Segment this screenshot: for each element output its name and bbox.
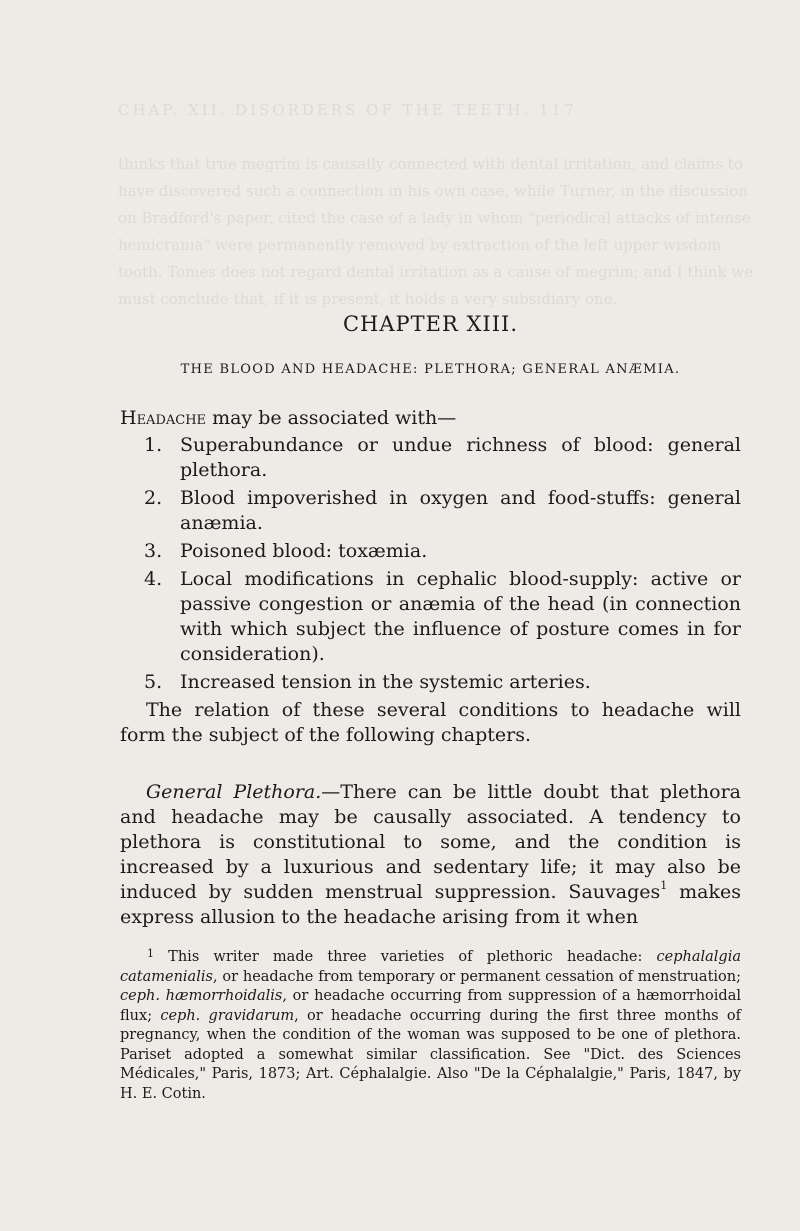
footnote-text: , or headache occurring from suppression of a hæmorrhoidal flux;	[120, 988, 741, 1024]
list-item-number: 2.	[144, 487, 163, 509]
list-item	[120, 486, 741, 536]
plethora-paragraph	[120, 780, 741, 930]
footnote-marker: 1	[147, 947, 154, 960]
chapter-subtitle: THE BLOOD AND HEADACHE: PLETHORA; GENERAL ANÆMIA.	[180, 362, 681, 377]
list-item-number: 3.	[144, 540, 163, 562]
bleed-through-text	[118, 70, 758, 340]
list-item	[120, 539, 741, 564]
footnote-text: , or headache occurring during the first three months of pregnancy, when the condition of the woman was supposed to be one of plethora. Pariset adopted a somewhat similar classification. See "Dict. des Sciences Médicales," Paris, 1873; Art. Céphalalgie. Also "De la Céphalalgie," Paris, 1847, by H. E. Cotin.	[120, 1007, 741, 1102]
footnote-reference: 1	[660, 879, 668, 892]
list-item-number: 4.	[144, 568, 163, 590]
plethora-body-before: —There can be little doubt that plethora and headache may be causally associated. A tendency to plethora is constitutional to some, and the condition is increased by a luxurious and sedentary life; it may also be induced by sudden menstrual suppression. Sauvages	[120, 781, 741, 903]
list-item	[120, 567, 741, 667]
intro-rest: may be associated with—	[206, 407, 457, 429]
list-item-text: Superabundance or undue richness of blood: general plethora.	[180, 434, 741, 481]
list-item	[120, 433, 741, 483]
plethora-heading: General Plethora.	[146, 781, 322, 803]
list-item-number: 1.	[144, 434, 163, 456]
list-item-text: Increased tension in the systemic arteries.	[180, 671, 591, 693]
footnote	[120, 948, 741, 1104]
list-item-text: Blood impoverished in oxygen and food-stuffs: general anæmia.	[180, 487, 741, 534]
list-item-text: Poisoned blood: toxæmia.	[180, 540, 428, 562]
page-content	[120, 312, 741, 1119]
list-item-text: Local modifications in cephalic blood-supply: active or passive congestion or anæmia of the head (in connection with which subject the influence of posture comes in for consideration).	[180, 568, 741, 665]
list-item-number: 5.	[144, 671, 163, 693]
list-item	[120, 670, 741, 695]
chapter-title: CHAPTER XIII.	[342, 312, 518, 336]
intro-lead: Headache	[120, 407, 207, 429]
footnote-term: cephalalgia catamenialis	[120, 949, 741, 985]
footnote-term: ceph. gravidarum	[160, 1007, 295, 1024]
footnote-text: This writer made three varieties of plethoric headache:	[154, 949, 657, 965]
bleed-through-header: CHAP. XII. DISORDERS OF THE TEETH. 117	[118, 101, 577, 119]
intro-sentence	[120, 406, 741, 431]
footnote-text: , or headache from temporary or permanent cessation of menstruation;	[212, 968, 741, 985]
plethora-body-after: makes express allusion to the headache arising from it when	[120, 881, 741, 928]
relation-paragraph: The relation of these several conditions to headache will form the subject of the following chapters.	[120, 699, 741, 746]
footnote-term: ceph. hæmorrhoidalis	[120, 988, 283, 1004]
bleed-through-lines: thinks that true megrim is causally connected with dental irritation, and claims to have discovered such a connection in his own case, while Turner, in the discussion on Bradford's paper, cited the case of a lady in whom "periodical attacks of intense hemicrania" were permanently removed by extraction of the left upper wisdom tooth. Tomes does not regard dental irritation as a cause of megrim; and I think we must conclude that, if it is present, it holds a very subsidiary one.	[118, 155, 754, 308]
causes-list	[120, 433, 741, 695]
